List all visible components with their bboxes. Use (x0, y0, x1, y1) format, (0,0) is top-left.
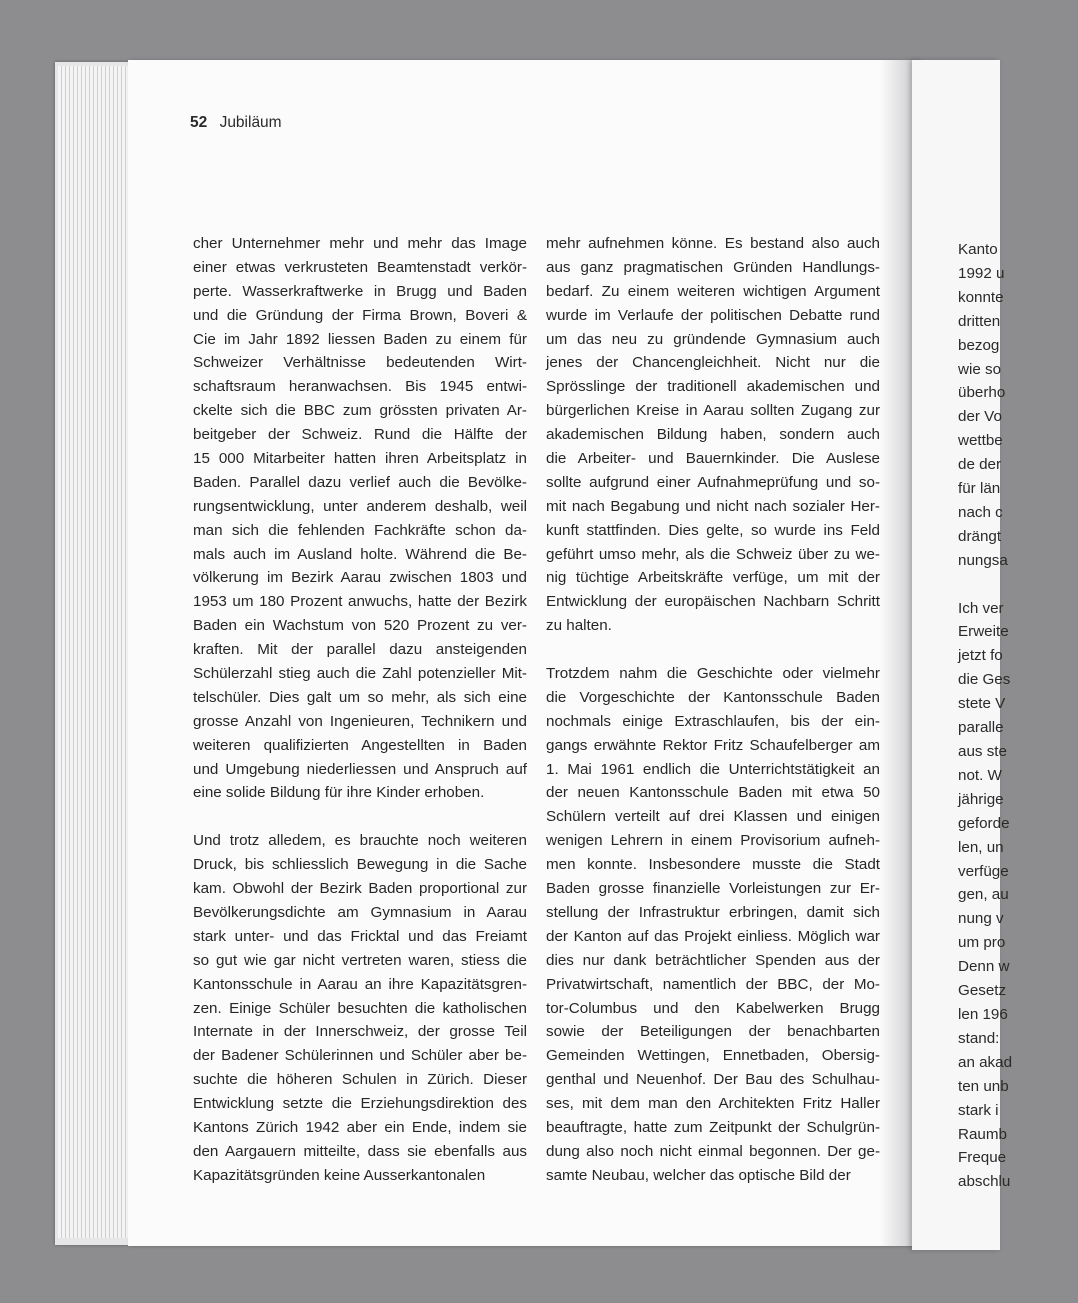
text-line: der neuen Kantonsschule Baden mit etwa 50 (546, 784, 880, 802)
text-line: rungsentwicklung, unter anderem deshalb, weil (193, 497, 527, 515)
text-line: jährige (958, 790, 1004, 808)
text-line: stellung der Infrastruktur erbringen, damit sich (546, 903, 880, 921)
text-line: Baden. Parallel dazu verlief auch die Bevölke- (193, 473, 527, 491)
text-line: wie so (958, 360, 1002, 378)
text-line: nach c (958, 503, 1003, 521)
text-line: völkerung im Bezirk Aarau zwischen 1803 und (193, 569, 527, 587)
text-line: beitgeber der Schweiz. Rund die Hälfte der (193, 426, 527, 444)
text-line: an akad (958, 1053, 1013, 1071)
text-line: Erweite (958, 623, 1009, 641)
text-line: Schülern verteilt auf drei Klassen und einigen (546, 808, 880, 826)
text-line: Kapazitätsgründen keine Ausserkantonalen (193, 1166, 486, 1184)
paragraph-gap (546, 638, 880, 662)
text-line: der Kanton auf das Projekt einliess. Möglich war (546, 927, 880, 945)
text-line: dung also noch nicht einmal begonnen. Der ge- (546, 1142, 880, 1160)
text-column-left (193, 232, 527, 1188)
text-line: paralle (958, 719, 1004, 737)
text-line: tor-Columbus und den Kabelwerken Brugg (546, 999, 880, 1017)
text-line: für län (958, 480, 1001, 498)
text-line: Cie im Jahr 1892 liessen Baden zu einem für (193, 330, 527, 348)
page-number: 52 (190, 114, 208, 131)
text-line: sollte aufgrund einer Aufnahmeprüfung und so- (546, 473, 880, 491)
text-line: Gesetz (958, 982, 1007, 1000)
text-line: beauftragte, hatte zum Zeitpunkt der Schulgrün- (546, 1118, 880, 1136)
text-line: gangs erwähnte Rektor Fritz Schaufelberger am (546, 736, 880, 754)
text-line: ten unb (958, 1077, 1009, 1095)
text-line: telschüler. Dies galt um so mehr, als sich eine (193, 688, 527, 706)
paragraph-gap (193, 805, 527, 829)
running-head (190, 114, 282, 132)
text-line: Raumb (958, 1125, 1007, 1143)
section-title: Jubiläum (219, 114, 282, 131)
text-line: Trotzdem nahm die Geschichte oder vielmehr (546, 665, 880, 683)
text-line: Gemeinden Wettingen, Ennetbaden, Obersig- (546, 1047, 880, 1065)
text-line: grosse Anzahl von Ingenieuren, Technikern und (193, 712, 527, 730)
text-line: suchte die höheren Schulen in Zürich. Dieser (193, 1071, 527, 1089)
text-line: sowie der Beteiligungen der benachbarten (546, 1023, 880, 1041)
text-line: um das neu zu gründende Gymnasium auch (546, 330, 880, 348)
text-line: jetzt fo (958, 647, 1003, 665)
text-line: die Vorgeschichte der Kantonsschule Baden (546, 688, 880, 706)
text-line: Kantons Zürich 1942 aber ein Ende, indem sie (193, 1118, 527, 1136)
text-line: konnte (958, 288, 1004, 306)
text-line: len 196 (958, 1005, 1008, 1023)
text-line: bezog (958, 336, 1000, 354)
text-line: akademischen Bildung haben, sondern auch (546, 426, 880, 444)
text-line: die Ges (958, 671, 1011, 689)
text-line: Ich ver (958, 599, 1004, 617)
text-line: und die Gründung der Firma Brown, Boveri & (193, 306, 527, 324)
text-line: stand: (958, 1029, 1000, 1047)
text-line: not. W (958, 766, 1002, 784)
text-line: geführt umso mehr, als die Schweiz über zu we- (546, 545, 880, 563)
text-line: Privatwirtschaft, namentlich der BBC, der Mo- (546, 975, 880, 993)
text-line: wettbe (958, 432, 1003, 450)
text-line: den Aargauern mitteilte, dass sie ebenfalls aus (193, 1142, 527, 1160)
text-line: weiteren qualifizierten Angestellten in Baden (193, 736, 527, 754)
text-line: nungsa (958, 551, 1008, 569)
text-line: dies nur dank beträchtlicher Spenden aus der (546, 951, 880, 969)
text-line: kam. Obwohl der Bezirk Baden proportional zur (193, 880, 527, 898)
text-line: perte. Wasserkraftwerke in Brugg und Baden (193, 282, 527, 300)
text-line: bedarf. Zu einem weiteren wichtigen Argument (546, 282, 880, 300)
text-line: genthal und Neuenhof. Der Bau des Schulhau- (546, 1071, 880, 1089)
text-column-right (546, 232, 880, 1188)
page-edges (58, 66, 128, 1238)
text-line: Freque (958, 1149, 1007, 1167)
text-line: len, un (958, 838, 1004, 856)
text-line: men konnte. Insbesondere musste die Stadt (546, 856, 880, 874)
text-line: Denn w (958, 958, 1010, 976)
text-line: abschlu (958, 1173, 1011, 1191)
text-line: schaftsraum heranwachsen. Bis 1945 entwi- (193, 378, 527, 396)
text-line: aus ste (958, 743, 1007, 761)
text-line: kunft stattfinden. Dies gelte, so wurde ins Feld (546, 521, 880, 539)
text-line: drängt (958, 527, 1002, 545)
text-line: 1953 um 180 Prozent anwuchs, hatte der Bezirk (193, 593, 527, 611)
text-line: Sprösslinge der traditionell akademischen und (546, 378, 880, 396)
text-line: 15 000 Mitarbeiter hatten ihren Arbeitsplatz in (193, 450, 527, 468)
text-line: Kanto (958, 241, 998, 258)
text-line: mit nach Begabung und nicht nach sozialer Her- (546, 497, 880, 515)
text-line: stete V (958, 695, 1006, 713)
text-line: zen. Einige Schüler besuchten die katholischen (193, 999, 527, 1017)
text-line: einer etwas verkrusteten Beamtenstadt verkör- (193, 258, 527, 276)
text-line: Entwicklung der europäischen Nachbarn Schritt (546, 593, 880, 611)
text-line: verfüge (958, 862, 1009, 880)
text-line: Baden grosse finanzielle Vorleistungen zur Er- (546, 880, 880, 898)
text-line: ses, mit dem man den Architekten Fritz Haller (546, 1095, 880, 1113)
text-line: Baden ein Wachstum von 520 Prozent zu ver- (193, 617, 527, 635)
text-line: der Badener Schülerinnen und Schüler aber be- (193, 1047, 527, 1065)
text-line: zu halten. (546, 617, 612, 635)
text-line: stark i (958, 1101, 999, 1119)
text-line: gen, au (958, 886, 1009, 904)
text-line: und Umgebung niederliessen und Anspruch auf (193, 760, 527, 778)
text-line: Schülerzahl stieg auch die Zahl potenzieller Mit- (193, 665, 527, 683)
text-line: geforde (958, 814, 1010, 832)
text-line: Internate in der Innerschweiz, der grosse Teil (193, 1023, 527, 1041)
text-line: mals auch im Ausland holte. Während die Be- (193, 545, 527, 563)
text-line: Schweizer Verhältnisse bedeutenden Wirt- (193, 354, 527, 372)
text-line: Entwicklung setzte die Erziehungsdirektion des (193, 1095, 527, 1113)
text-line: Kantonsschule in Aarau an ihre Kapazitätsgren- (193, 975, 527, 993)
text-line: wurde im Verlaufe der politischen Debatte rund (546, 306, 880, 324)
facing-page (912, 60, 1013, 1250)
text-line: eine solide Bildung für ihre Kinder erhoben. (193, 784, 485, 802)
text-line: ckelte sich die BBC zum grössten privaten Ar- (193, 402, 527, 420)
text-line: Bevölkerungsdichte am Gymnasium in Aarau (193, 903, 527, 921)
text-line: 1992 u (958, 264, 1005, 282)
text-line: nung v (958, 910, 1004, 928)
facing-page-text (958, 238, 1078, 1194)
text-line: so gut wie gar nicht vertreten waren, stiess die (193, 951, 527, 969)
text-line: mehr aufnehmen könne. Es bestand also auch (546, 235, 880, 252)
text-line: dritten (958, 312, 1001, 330)
paragraph-gap (958, 573, 1078, 597)
text-line: man sich die fehlenden Fachkräfte schon da- (193, 521, 527, 539)
text-line: nochmals einige Extraschlaufen, bis der ein- (546, 712, 880, 730)
text-line: cher Unternehmer mehr und mehr das Image (193, 235, 527, 252)
text-line: stark unter- und das Fricktal und das Freiamt (193, 927, 527, 945)
text-line: kraften. Mit der parallel dazu ansteigenden (193, 641, 527, 659)
text-line: überho (958, 384, 1006, 402)
text-line: nig tüchtige Arbeitskräfte verfüge, um mit der (546, 569, 880, 587)
text-line: der Vo (958, 408, 1002, 426)
text-line: jenes der Chancengleichheit. Nicht nur die (546, 354, 880, 372)
text-line: Und trotz alledem, es brauchte noch weiteren (193, 832, 527, 850)
text-line: 1. Mai 1961 endlich die Unterrichtstätigkeit an (546, 760, 880, 778)
text-line: um pro (958, 934, 1006, 952)
text-line: aus ganz pragmatischen Gründen Handlungs- (546, 258, 880, 276)
text-line: bürgerlichen Kreise in Aarau sollten Zugang zur (546, 402, 880, 420)
text-line: wenigen Lehrern in einem Provisorium aufneh- (546, 832, 880, 850)
text-line: Druck, bis schliesslich Bewegung in die Sache (193, 856, 527, 874)
text-line: die Arbeiter- und Bauernkinder. Die Auslese (546, 450, 880, 468)
text-line: de der (958, 456, 1002, 474)
text-line: samte Neubau, welcher das optische Bild der (546, 1166, 851, 1184)
